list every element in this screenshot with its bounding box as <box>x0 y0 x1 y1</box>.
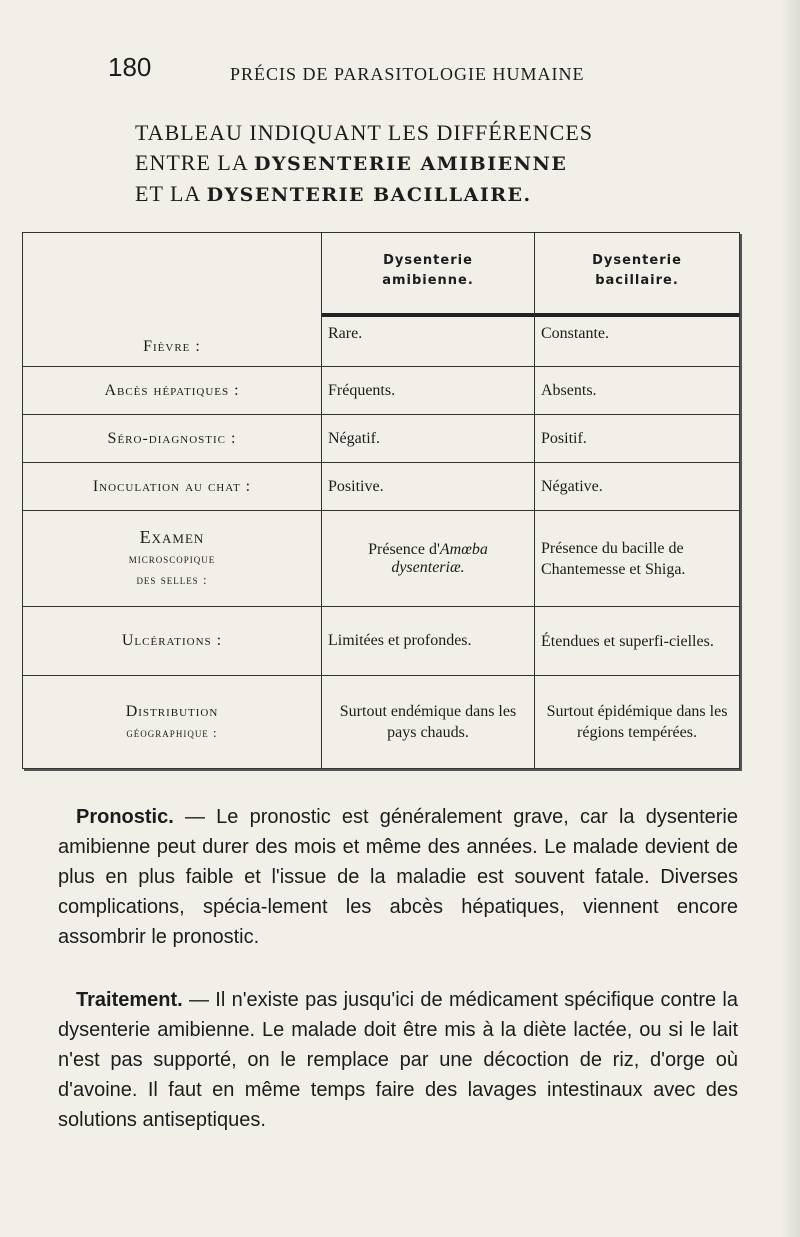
cell-examen-bacillaire: Présence du bacille de Chantemesse et Shiga. <box>535 511 740 607</box>
table-row <box>23 463 739 511</box>
comparison-table <box>22 232 740 769</box>
table-row <box>23 415 739 463</box>
page-edge-shadow <box>782 0 800 1237</box>
title-line-3-prefix: ET LA <box>135 181 201 206</box>
cell-ulcerations-amibienne: Limitées et profondes. <box>322 607 535 676</box>
cell-ulcerations-bacillaire: Étendues et superfi-cielles. <box>535 607 740 676</box>
pronostic-text: — Le pronostic est généralement grave, car la dysenterie amibienne peut durer des mois et même des années. Le malade devient de plus en plus faible et l'issue de la maladie est souvent fatale. Diverses complications, spécia-lement les abcès hépatiques, viennent encore assombrir le pronostic. <box>58 806 738 948</box>
table-row <box>23 607 739 676</box>
cell-sero-bacillaire: Positif. <box>535 415 740 463</box>
cell-inoculation-bacillaire: Négative. <box>535 463 740 511</box>
row-label-abces: Abcès hépatiques : <box>23 367 322 415</box>
table-row <box>23 676 739 769</box>
row-label-ulcerations: Ulcérations : <box>23 607 322 676</box>
table-row <box>23 511 739 607</box>
comparison-table-grid <box>23 233 739 768</box>
cell-examen-amibienne: Présence d'Amœba dysenteriæ. <box>322 511 535 607</box>
cell-inoculation-amibienne: Positive. <box>322 463 535 511</box>
title-line-2-bold: DYSENTERIE AMIBIENNE <box>254 153 568 175</box>
traitement-heading: Traitement. <box>76 989 183 1011</box>
title-line-2-prefix: ENTRE LA <box>135 150 248 175</box>
table-row <box>23 233 739 367</box>
row-label-distribution: Distribution géographique : <box>125 703 219 740</box>
row-label-examen: Examen microscopique des selles : <box>23 511 322 607</box>
table-title <box>135 118 735 210</box>
cell-fievre-amibienne: Rare. <box>328 325 363 342</box>
row-label-fievre: Fièvre : <box>23 233 322 367</box>
cell-distribution-amibienne: Surtout endémique dans les pays chauds. <box>322 676 535 769</box>
row-label-sero: Séro-diagnostic : <box>23 415 322 463</box>
cell-abces-bacillaire: Absents. <box>535 367 740 415</box>
traitement-text: — Il n'existe pas jusqu'ici de médicament spécifique contre la dysenterie amibienne. Le malade doit être mis à la diète lactée, ou si le lait n'est pas supporté, on le remplace par une décoction de riz, d'orge où d'avoine. Il faut en même temps faire des lavages intestinaux avec des solutions antiseptiques. <box>58 989 738 1131</box>
cell-abces-amibienne: Fréquents. <box>322 367 535 415</box>
header-rule <box>322 313 534 317</box>
cell-fievre-bacillaire: Constante. <box>541 325 609 342</box>
page-number: 180 <box>108 52 152 82</box>
cell-distribution-bacillaire: Surtout épidémique dans les régions tempérées. <box>535 676 740 769</box>
title-line-2 <box>135 148 735 179</box>
header-amibienne-line-1: Dysenterie <box>383 253 473 268</box>
row-label-inoculation: Inoculation au chat : <box>23 463 322 511</box>
header-rule <box>535 313 739 317</box>
header-amibienne-line-2: amibienne. <box>382 273 474 288</box>
cell-sero-amibienne: Négatif. <box>322 415 535 463</box>
title-line-3-bold: DYSENTERIE BACILLAIRE. <box>206 184 532 206</box>
paragraph-traitement <box>58 985 738 1135</box>
title-line-1: TABLEAU INDIQUANT LES DIFFÉRENCES <box>135 120 593 145</box>
page-header <box>108 52 748 92</box>
running-head: PRÉCIS DE PARASITOLOGIE HUMAINE <box>230 64 585 84</box>
header-bacillaire <box>535 233 740 367</box>
header-amibienne <box>322 233 535 367</box>
pronostic-heading: Pronostic. <box>76 806 174 828</box>
title-line-3 <box>135 179 735 210</box>
header-bacillaire-line-1: Dysenterie <box>592 253 682 268</box>
paragraph-pronostic <box>58 802 738 952</box>
table-row <box>23 367 739 415</box>
header-bacillaire-line-2: bacillaire. <box>595 273 679 288</box>
